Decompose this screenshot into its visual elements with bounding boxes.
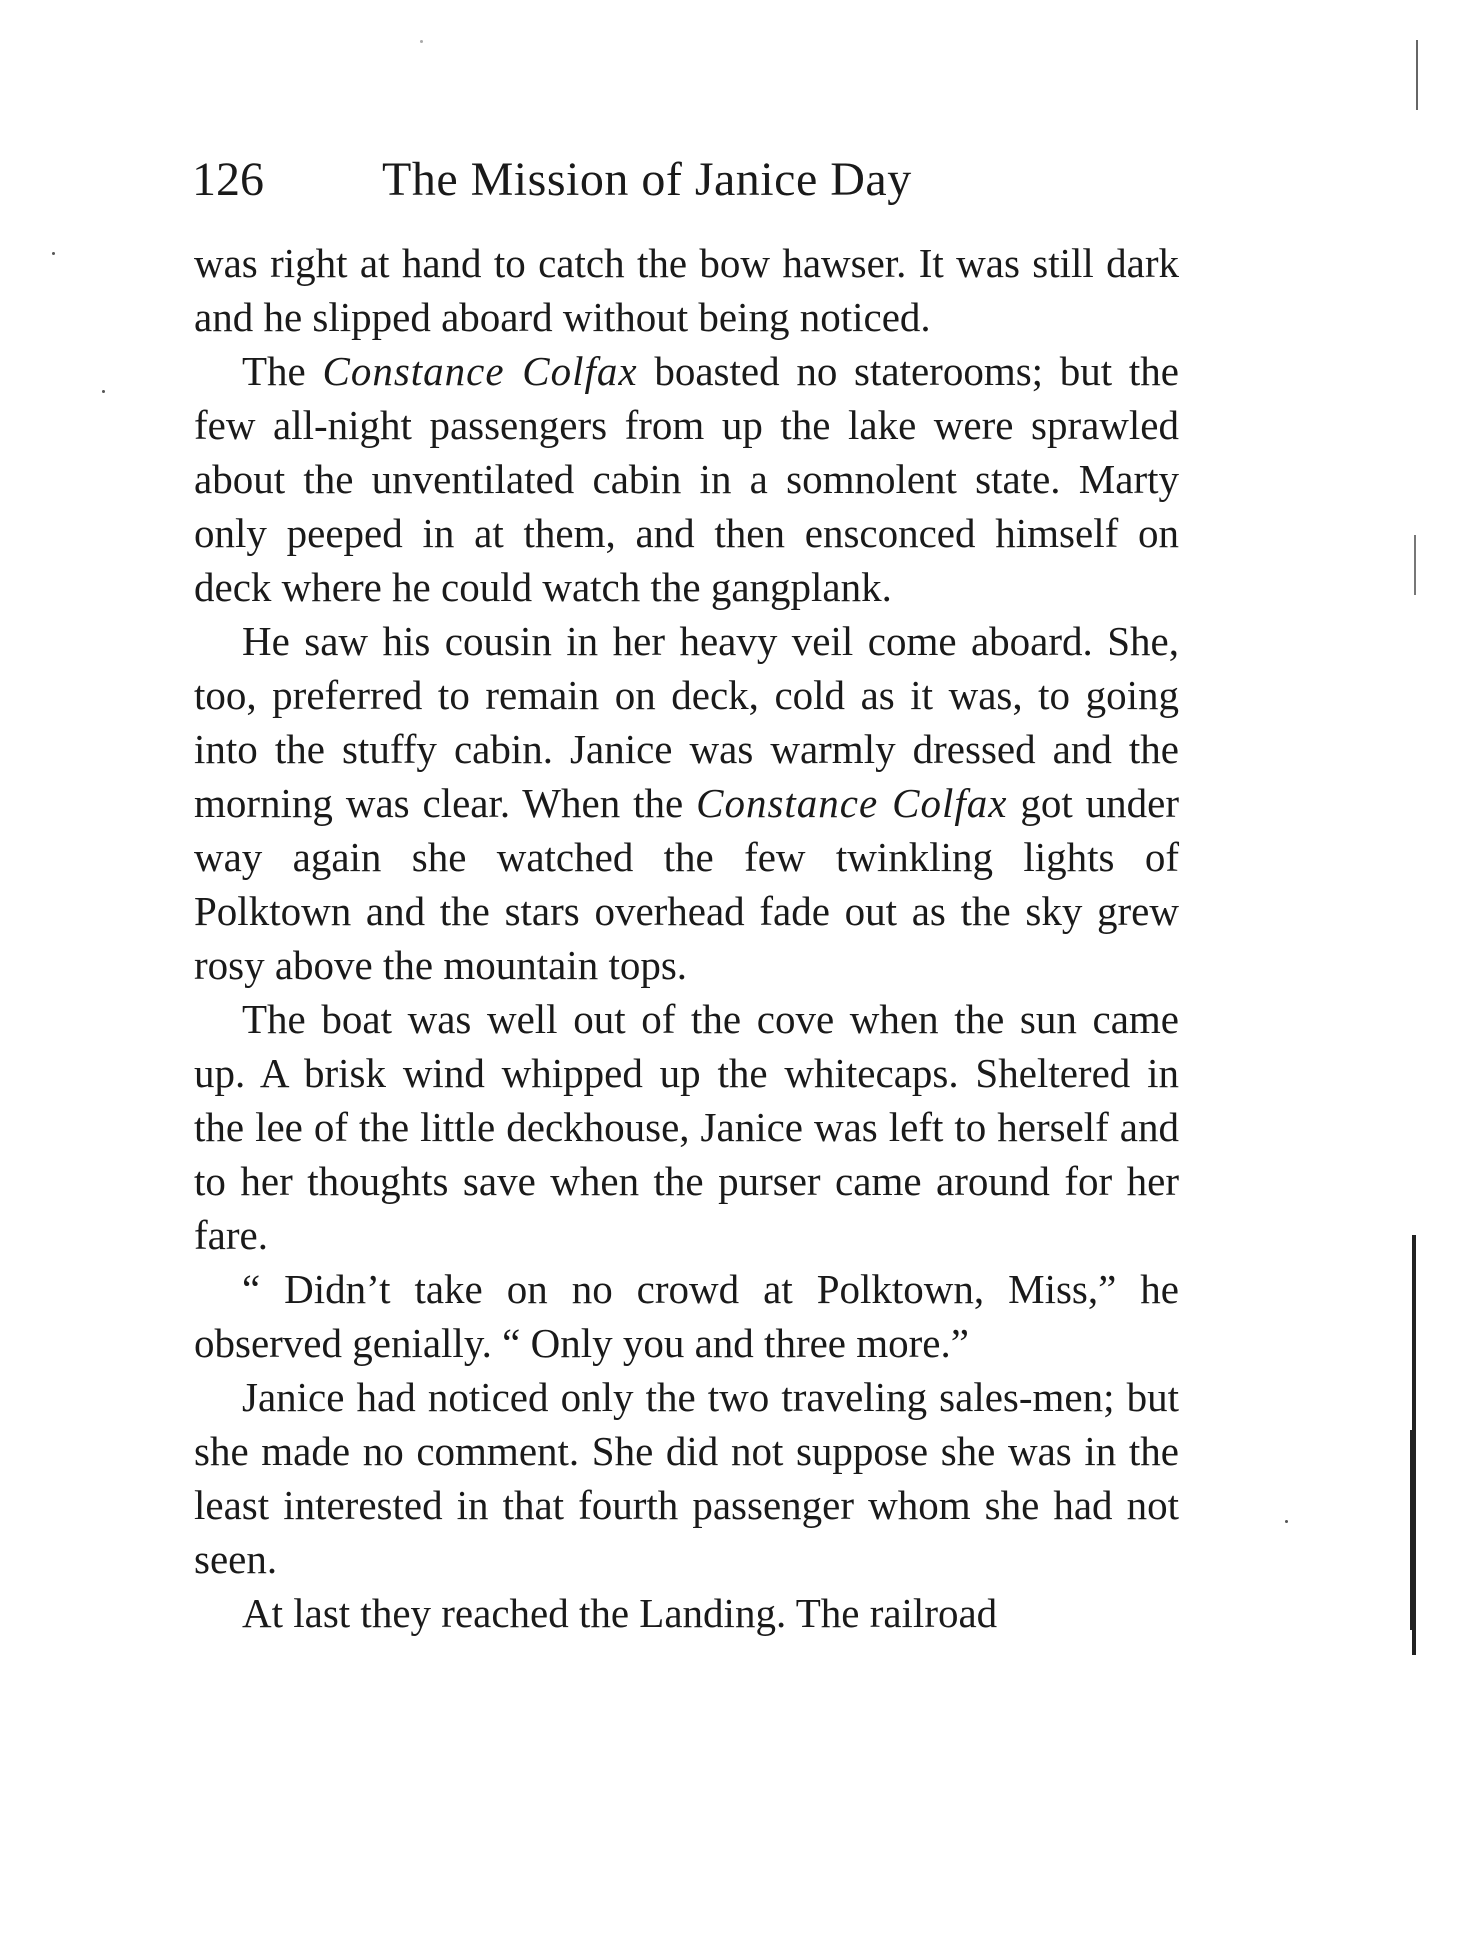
scan-speck bbox=[1285, 1520, 1288, 1523]
scan-edge-mark bbox=[1416, 40, 1418, 110]
paragraph-1: was right at hand to catch the bow hawser. It was still dark and he slipped aboard without being noticed. bbox=[194, 240, 1179, 340]
ship-name: Constance Colfax bbox=[696, 780, 1008, 826]
page-number: 126 bbox=[192, 153, 264, 206]
paragraph-7: At last they reached the Landing. The railroad bbox=[242, 1590, 998, 1636]
paragraph-4: The boat was well out of the cove when the sun came up. A brisk wind whipped up the whitecaps. Sheltered in the lee of the little deckhouse, Janice was left to herself and to her thoughts save when the purser came around for her fare. bbox=[194, 996, 1179, 1258]
scan-edge-mark bbox=[1414, 535, 1416, 595]
ship-name: Constance Colfax bbox=[322, 348, 638, 394]
scan-speck bbox=[102, 390, 105, 393]
body-text bbox=[194, 236, 1179, 1640]
running-header bbox=[192, 150, 1192, 210]
scan-speck bbox=[420, 40, 423, 43]
scan-speck bbox=[52, 252, 55, 255]
paragraph-5: “ Didn’t take on no crowd at Polktown, Miss,” he observed genially. “ Only you and three more.” bbox=[194, 1266, 1179, 1366]
scan-edge-mark bbox=[1410, 1430, 1416, 1630]
paragraph-6: Janice had noticed only the two traveling sales-men; but she made no comment. She did not suppose she was in the least interested in that fourth passenger whom she had not seen. bbox=[194, 1374, 1179, 1582]
paragraph-3: He saw his cousin in her heavy veil come aboard. She, too, preferred to remain on deck, cold as it was, to going into the stuffy cabin. Janice was warmly dressed and the morning was clear. When the Constance Colfax got under way again she watched the few twinkling lights of Polktown and the stars overhead fade out as the sky grew rosy above the mountain tops. bbox=[194, 618, 1179, 988]
paragraph-2: The Constance Colfax boasted no staterooms; but the few all-night passengers from up the lake were sprawled about the unventilated cabin in a somnolent state. Marty only peeped in at them, and then ensconced himself on deck where he could watch the gangplank. bbox=[194, 348, 1179, 610]
book-title: The Mission of Janice Day bbox=[382, 153, 912, 206]
